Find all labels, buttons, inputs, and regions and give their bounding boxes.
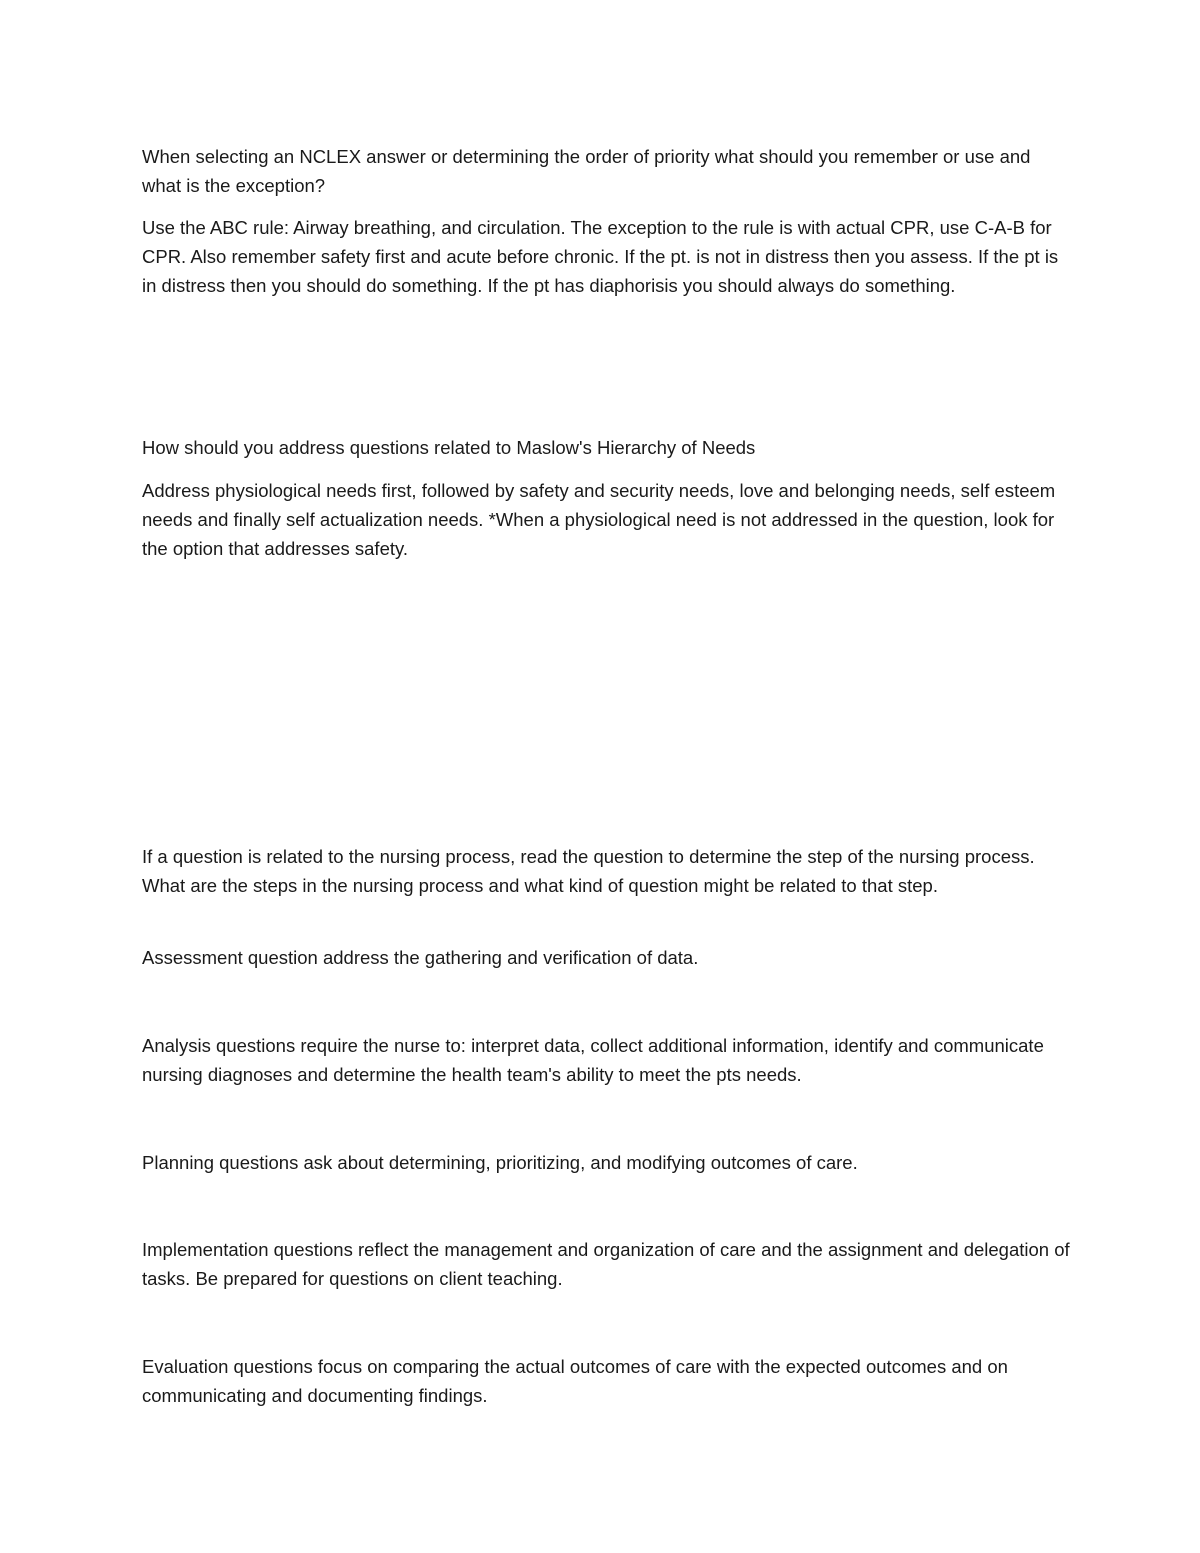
question-maslow: How should you address questions related to Maslow's Hierarchy of Needs	[142, 437, 756, 458]
answer-maslow: Address physiological needs first, followed by safety and security needs, love and belonging needs, self esteem needs and finally self actualization needs. *When a physiological need is not addressed in the question, look for the option that addresses safety.	[142, 480, 1056, 559]
answer-evaluation: Evaluation questions focus on comparing the actual outcomes of care with the expected outcomes and on communicating and documenting findings.	[142, 1356, 1008, 1406]
answer-planning: Planning questions ask about determining, prioritizing, and modifying outcomes of care.	[142, 1152, 858, 1173]
answer-analysis: Analysis questions require the nurse to: interpret data, collect additional information, identify and communicate nursing diagnoses and determine the health team's ability to meet the pts needs.	[142, 1035, 1044, 1085]
answer-assessment: Assessment question address the gathering and verification of data.	[142, 947, 699, 968]
answer-abc-priority: Use the ABC rule: Airway breathing, and circulation. The exception to the rule is with actual CPR, use C-A-B for CPR. Also remember safety first and acute before chronic. If the pt. is not in distress then you assess. If the pt is in distress then you should do something. If the pt has diaphorisis you should always do something.	[142, 217, 1059, 296]
question-abc-priority: When selecting an NCLEX answer or determining the order of priority what should you remember or use and what is the exception?	[142, 146, 1031, 196]
question-nursing-process: If a question is related to the nursing process, read the question to determine the step of the nursing process. What are the steps in the nursing process and what kind of question might be related to that step.	[142, 846, 1035, 896]
answer-implementation: Implementation questions reflect the management and organization of care and the assignment and delegation of tasks. Be prepared for questions on client teaching.	[142, 1239, 1070, 1289]
